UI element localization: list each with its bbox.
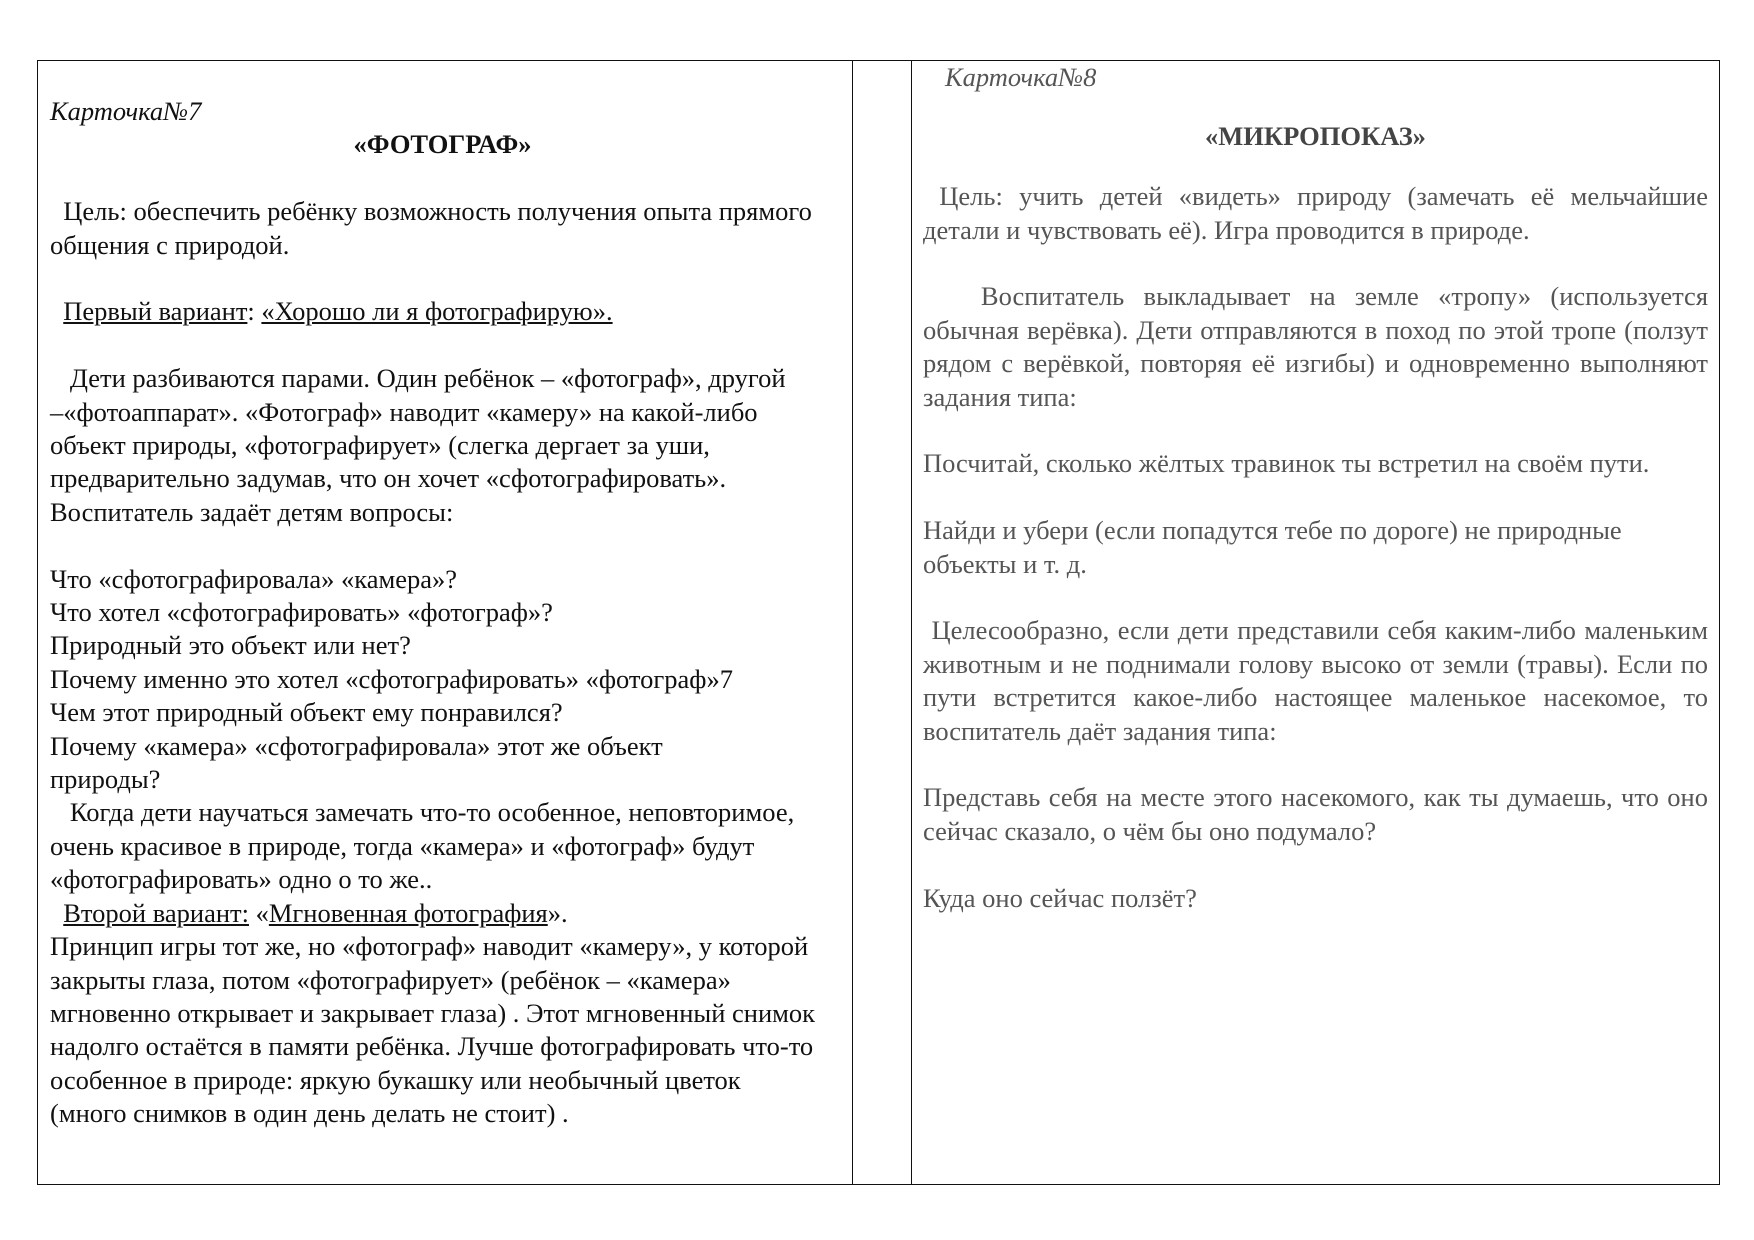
card-7-para2: Когда дети научаться замечать что-то особенное, неповторимое, очень красивое в природе, тогда «камера» и «фотограф» будут «фотографировать» одно о то же.. [50, 797, 795, 895]
card-7-para3: Принцип игры тот же, но «фотограф» наводит «камеру», у которой закрыты глаза, потом «фотографирует» (ребёнок – «камера» мгновенно открывает и закрывает глаза) . Этот мгновенный снимок надолго остаётся в памяти ребёнка. Лучше фотографировать что-то особенное в природе: яркую букашку или необычный цветок (много снимков в один день делать не стоит) . [50, 931, 816, 1129]
card-7-questions [50, 563, 835, 730]
card-8-para1: Воспитатель выкладывает на земле «тропу» (используется обычная верёвка). Дети отправляются в поход по этой тропе (ползут рядом с верёвкой, повторяя её изгибы) и одновременно выполняют задания типа: [923, 281, 1709, 412]
card-7-number: Карточка№7 [50, 96, 202, 126]
card-7-goal: Цель: обеспечить ребёнку возможность получения опыта прямого общения с природой. [50, 196, 812, 260]
variant2-label: Второй вариант: [63, 897, 249, 928]
card-7-para1: Дети разбиваются парами. Один ребёнок – «фотограф», другой –«фотоаппарат». «Фотограф» наводит «камеру» на какой-либо объект природы, «фотографирует» (слегка дергает за уши, предварительно задумав, что он хочет «сфотографировать». Воспитатель задаёт детям вопросы: [50, 363, 786, 527]
question: Почему «камера» «сфотографировала» этот же объект природы? [50, 730, 663, 795]
question: Почему именно это хотел «сфотографировать» «фотограф»7 [50, 663, 733, 694]
card-8-number: Карточка№8 [945, 62, 1097, 92]
variant2-name: Мгновенная фотография [268, 897, 548, 928]
card-8-para2: Целесообразно, если дети представили себя каким-либо маленьким животным и не поднимали голову высоко от земли (травы). Если по пути встретится какое-либо настоящее маленькое насекомое, то воспитатель даёт задания типа: [923, 615, 1708, 746]
card-7 [50, 95, 835, 1131]
card-7-variant1: Первый вариант: «Хорошо ли я фотографирую». [63, 296, 613, 327]
card-8-task3: Представь себя на месте этого насекомого, как ты думаешь, что оно сейчас сказало, о чём бы оно подумало? [923, 782, 1708, 846]
question: Природный это объект или нет? [50, 630, 411, 661]
card-7-title: «ФОТОГРАФ» [353, 129, 532, 160]
card-8-task2: Найди и убери (если попадутся тебе по дороге) не природные объекты и т. д. [923, 515, 1622, 579]
variant1-label: Первый вариант [63, 296, 248, 327]
card-8-title: «МИКРОПОКАЗ» [1205, 120, 1426, 151]
card-8 [923, 61, 1708, 915]
column-divider-right [911, 61, 912, 1184]
question: Чем этот природный объект ему понравился? [50, 697, 563, 728]
question: Что хотел «сфотографировать» «фотограф»? [50, 597, 553, 628]
cards-table [37, 60, 1720, 1185]
card-8-task4: Куда оно сейчас ползёт? [923, 882, 1197, 913]
question: Что «сфотографировала» «камера»? [50, 563, 458, 594]
card-8-task1: Посчитай, сколько жёлтых травинок ты встретил на своём пути. [923, 448, 1650, 479]
card-7-variant2: Второй вариант: «Мгновенная фотография». [63, 897, 568, 928]
card-8-goal: Цель: учить детей «видеть» природу (замечать её мельчайшие детали и чувствовать её). Игра проводится в природе. [923, 181, 1709, 245]
column-divider-left [852, 61, 853, 1184]
variant1-name: «Хорошо ли я фотографирую». [261, 296, 613, 327]
